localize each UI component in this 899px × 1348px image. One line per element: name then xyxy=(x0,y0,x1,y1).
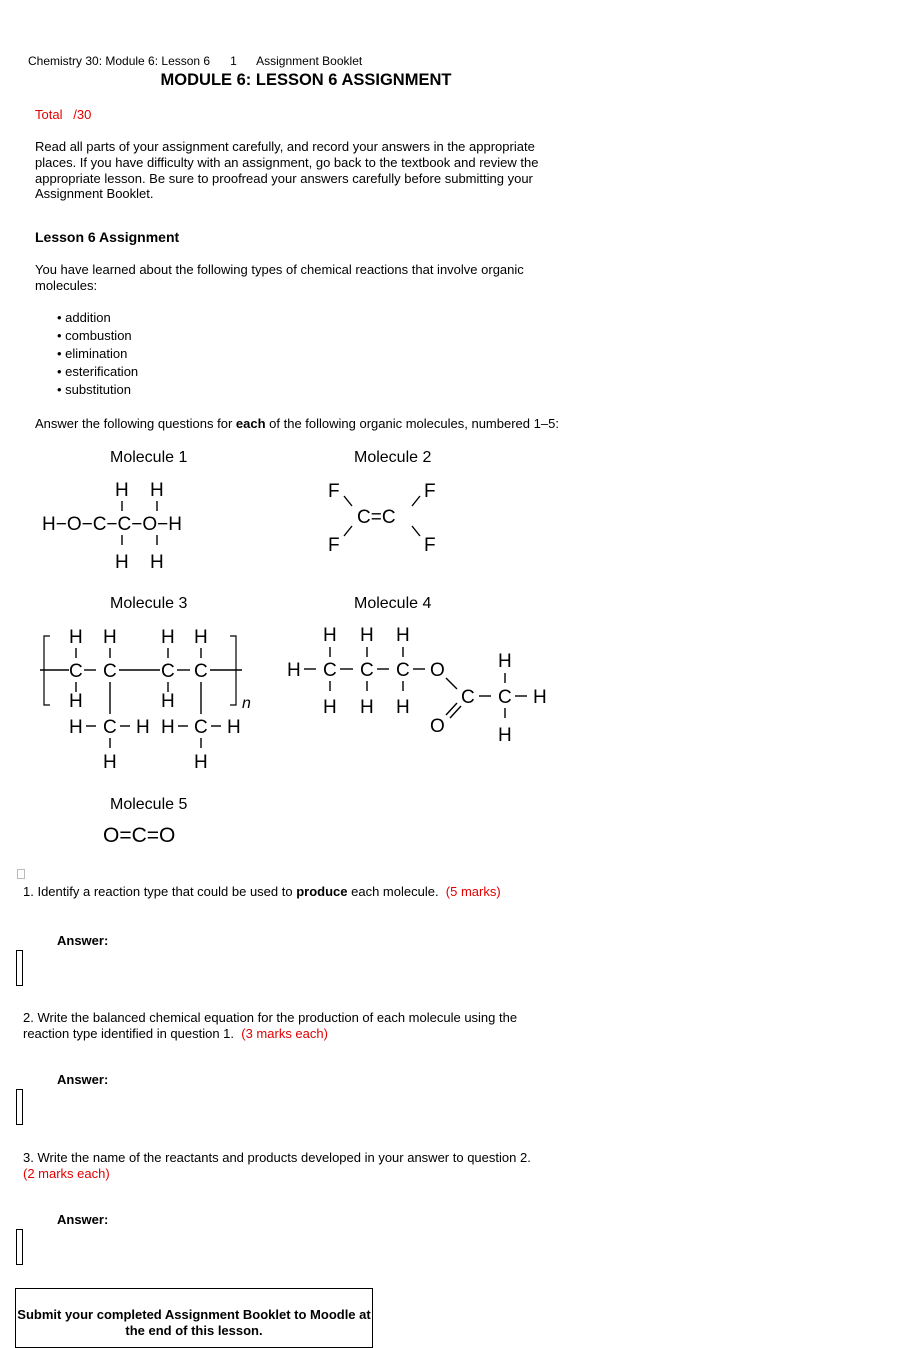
atom-h: H xyxy=(150,552,164,573)
atom-h: H xyxy=(323,697,337,718)
atom-h: H xyxy=(69,627,83,648)
atom-h: H xyxy=(69,691,83,712)
molecule-5-label: Molecule 5 xyxy=(110,796,188,813)
molecule-5-formula: O=C=O xyxy=(103,824,176,847)
molecule-2 xyxy=(328,449,436,556)
atom-c: C xyxy=(103,717,117,738)
question-marks: (3 marks each) xyxy=(241,1025,328,1041)
checkbox[interactable] xyxy=(17,869,25,879)
molecule-3 xyxy=(40,595,251,773)
submit-text: Submit your completed Assignment Booklet to Moodle at the end of this lesson. xyxy=(17,1307,371,1338)
list-item: • addition xyxy=(57,309,138,327)
answer-intro-text-end: of the following organic molecules, numbered 1–5: xyxy=(265,416,559,431)
answer-input[interactable] xyxy=(16,1229,23,1265)
atom-h: H xyxy=(396,625,410,646)
assignment-heading: Lesson 6 Assignment xyxy=(35,229,180,245)
atom-c: C xyxy=(161,661,175,682)
header-course: Chemistry 30: Module 6: Lesson 6 xyxy=(28,54,211,68)
molecule-2-label: Molecule 2 xyxy=(354,449,432,466)
list-item: • substitution xyxy=(57,381,138,399)
atom-o: O xyxy=(430,716,445,737)
molecule-4 xyxy=(287,595,547,746)
intro-paragraph: Read all parts of your assignment carefully, and record your answers in the appropriate places. If you have difficulty with an assignment, go back to the textbook and review the appropriate lesson. Be sure to proofread your answers carefully before submitting your Assignment Booklet. xyxy=(35,139,539,202)
atom-h: H xyxy=(227,717,241,738)
atom-f: F xyxy=(424,481,436,502)
atom-h: H xyxy=(194,627,208,648)
atom-h: H xyxy=(498,651,512,672)
atom-h: H xyxy=(533,687,547,708)
atom-c: C xyxy=(69,661,83,682)
atom-h: H xyxy=(115,480,129,501)
page-header xyxy=(28,54,362,68)
atom-c: C xyxy=(194,717,208,738)
header-booklet: Assignment Booklet xyxy=(256,54,363,68)
answer-input[interactable] xyxy=(16,950,23,986)
list-item: • combustion xyxy=(57,327,138,345)
atom-h: H xyxy=(498,725,512,746)
molecule-3-label: Molecule 3 xyxy=(110,595,188,612)
atom-c: C xyxy=(498,687,512,708)
answer-intro-emphasis: each xyxy=(235,416,266,431)
question-1 xyxy=(23,884,543,900)
question-text: Identify a reaction type that could be used to xyxy=(37,884,297,899)
answer-label: Answer: xyxy=(57,1072,109,1087)
molecule-1-label: Molecule 1 xyxy=(110,449,188,466)
question-text: Write the name of the reactants and products developed in your answer to question 2. xyxy=(37,1150,539,1165)
atom-h: H xyxy=(287,660,301,681)
polymer-n: n xyxy=(242,695,251,712)
atom-h: H xyxy=(136,717,150,738)
total-marks: Total /30 xyxy=(35,107,92,122)
question-2 xyxy=(23,1010,543,1041)
molecule-1-chain: H−O−C−C−O−H xyxy=(42,514,182,535)
molecule-4-label: Molecule 4 xyxy=(354,595,432,612)
molecule-5 xyxy=(103,796,187,847)
atom-c: C xyxy=(396,660,410,681)
atom-h: H xyxy=(396,697,410,718)
answer-intro xyxy=(35,416,559,431)
atom-h: H xyxy=(115,552,129,573)
submit-notice xyxy=(15,1288,373,1348)
list-item: • esterification xyxy=(57,363,138,381)
atom-h: H xyxy=(360,625,374,646)
atom-h: H xyxy=(323,625,337,646)
learned-paragraph: You have learned about the following types of chemical reactions that involve organic molecules: xyxy=(35,262,524,293)
atom-f: F xyxy=(328,535,340,556)
page-title: MODULE 6: LESSON 6 ASSIGNMENT xyxy=(160,71,452,89)
atom-h: H xyxy=(161,627,175,648)
molecule-structures-figure xyxy=(30,440,590,855)
question-number: 1. xyxy=(23,884,34,899)
question-text-end: each molecule. xyxy=(347,884,446,899)
question-number: 3. xyxy=(23,1150,34,1165)
atom-h: H xyxy=(161,717,175,738)
atom-o: O xyxy=(430,660,445,681)
list-item: • elimination xyxy=(57,345,138,363)
atom-c: C xyxy=(461,687,475,708)
question-marks: (5 marks) xyxy=(445,884,501,899)
atom-c: C xyxy=(194,661,208,682)
molecule-1 xyxy=(42,449,187,573)
header-page-number: 1 xyxy=(230,54,237,68)
atom-h: H xyxy=(103,752,117,773)
molecule-2-double-bond: C=C xyxy=(357,507,396,528)
question-text: Write the balanced chemical equation for the production of each molecule using the reaction type identified in question 1. xyxy=(23,1010,521,1041)
atom-c: C xyxy=(360,660,374,681)
atom-c: C xyxy=(323,660,337,681)
atom-f: F xyxy=(328,481,340,502)
atom-c: C xyxy=(103,661,117,682)
question-emphasis: produce xyxy=(296,884,348,899)
question-number: 2. xyxy=(23,1010,34,1025)
atom-h: H xyxy=(103,627,117,648)
question-marks: (2 marks each) xyxy=(23,1165,110,1181)
atom-h: H xyxy=(69,717,83,738)
atom-h: H xyxy=(150,480,164,501)
atom-h: H xyxy=(194,752,208,773)
answer-intro-text: Answer the following questions for xyxy=(35,416,236,431)
answer-label: Answer: xyxy=(57,933,109,948)
atom-f: F xyxy=(424,535,436,556)
reaction-type-list xyxy=(57,309,138,399)
answer-label: Answer: xyxy=(57,1212,109,1227)
atom-h: H xyxy=(161,691,175,712)
answer-input[interactable] xyxy=(16,1089,23,1125)
atom-h: H xyxy=(360,697,374,718)
question-3 xyxy=(23,1150,543,1181)
